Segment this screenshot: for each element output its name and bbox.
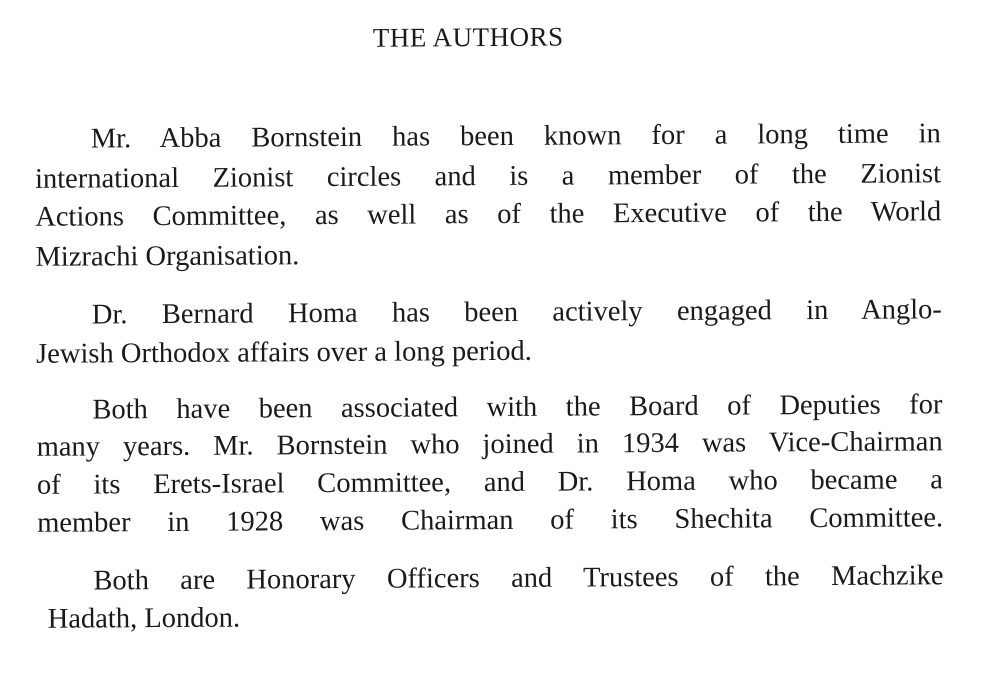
page-title: THE AUTHORS (372, 21, 564, 53)
text-line: Mizrachi Organisation. (35, 240, 300, 273)
text-line: Hadath, London. (47, 602, 241, 635)
text-line: many years. Mr. Bornstein who joined in 1934 was Vice-Chairman (36, 426, 943, 463)
text-line: of its Erets-Israel Committee, and Dr. Homa who became a (36, 464, 943, 501)
text-line: Actions Committee, as well as of the Executive of the World (35, 196, 942, 233)
text-line: member in 1928 was Chairman of its Shechita Committee. (37, 502, 944, 539)
text-line: Both have been associated with the Board of Deputies for (92, 389, 943, 426)
text-line: Both are Honorary Officers and Trustees of the Machzike (93, 560, 944, 597)
text-line: Mr. Abba Bornstein has been known for a long time in (90, 118, 941, 155)
text-line: Dr. Bernard Homa has been actively engaged in Anglo- (91, 294, 942, 331)
text-line: international Zionist circles and is a member of the Zionist (34, 158, 942, 195)
text-line: Jewish Orthodox affairs over a long period. (36, 335, 532, 370)
